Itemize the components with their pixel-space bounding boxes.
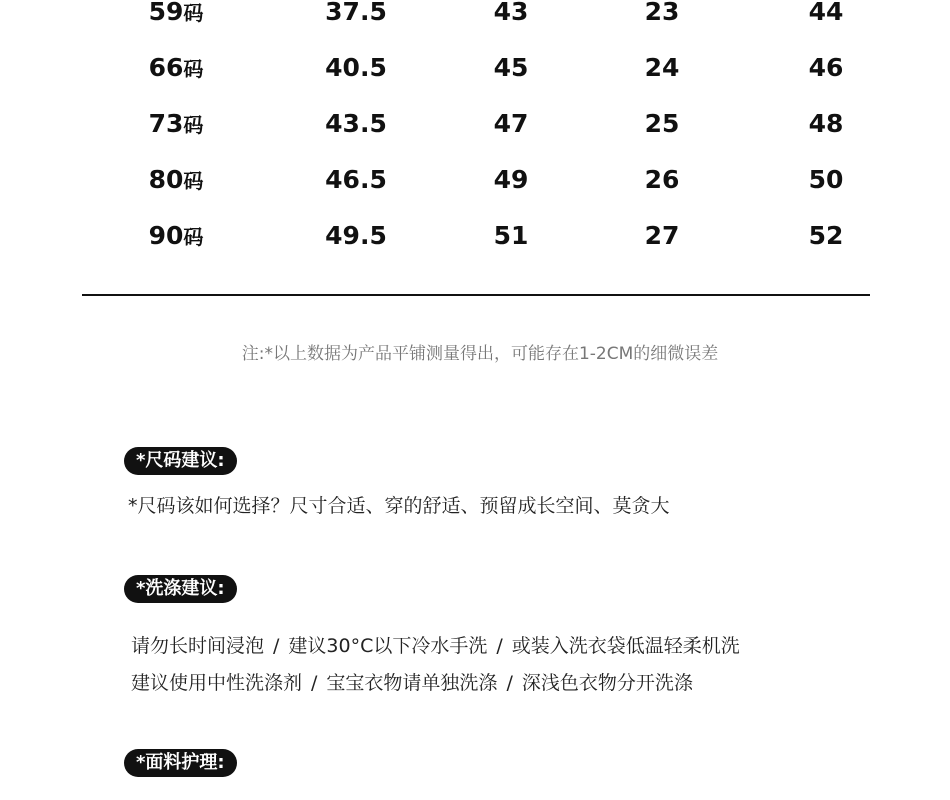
fabric-care-badge: *面料护理: [124,749,237,777]
table-row [0,48,950,88]
value-cell: 43.5 [325,109,387,138]
wash-advice-line-2: 建议使用中性洗涤剂 / 宝宝衣物请单独洗涤 / 深浅色衣物分开洗涤 [131,672,693,694]
value-cell: 24 [644,53,680,82]
size-cell: 66码 [148,53,204,82]
table-row [0,104,950,144]
wash-advice-line-1: 请勿长时间浸泡 / 建议30°C以下冷水手洗 / 或装入洗衣袋低温轻柔机洗 [131,635,740,657]
value-cell: 45 [493,53,529,82]
value-cell: 43 [493,0,529,26]
value-cell: 37.5 [325,0,387,26]
value-cell: 50 [808,165,844,194]
size-cell: 73码 [148,109,204,138]
value-cell: 26 [644,165,680,194]
value-cell: 40.5 [325,53,387,82]
size-advice-text: *尺码该如何选择？尺寸合适、穿的舒适、预留成长空间、莫贪大 [128,495,670,517]
table-divider [82,294,870,296]
size-cell: 80码 [148,165,204,194]
table-row [0,160,950,200]
value-cell: 27 [644,221,680,250]
wash-advice-badge: *洗涤建议: [124,575,237,603]
size-cell: 90码 [148,221,204,250]
table-row [0,0,950,32]
value-cell: 47 [493,109,529,138]
value-cell: 49.5 [325,221,387,250]
size-advice-badge: *尺码建议: [124,447,237,475]
table-row [0,216,950,256]
value-cell: 51 [493,221,529,250]
value-cell: 25 [644,109,680,138]
value-cell: 46.5 [325,165,387,194]
size-cell: 59码 [148,0,204,26]
value-cell: 44 [808,0,844,26]
value-cell: 46 [808,53,844,82]
measurement-note: 注:*以上数据为产品平铺测量得出，可能存在1-2CM的细微误差 [241,344,719,364]
value-cell: 48 [808,109,844,138]
value-cell: 23 [644,0,680,26]
value-cell: 52 [808,221,844,250]
value-cell: 49 [493,165,529,194]
